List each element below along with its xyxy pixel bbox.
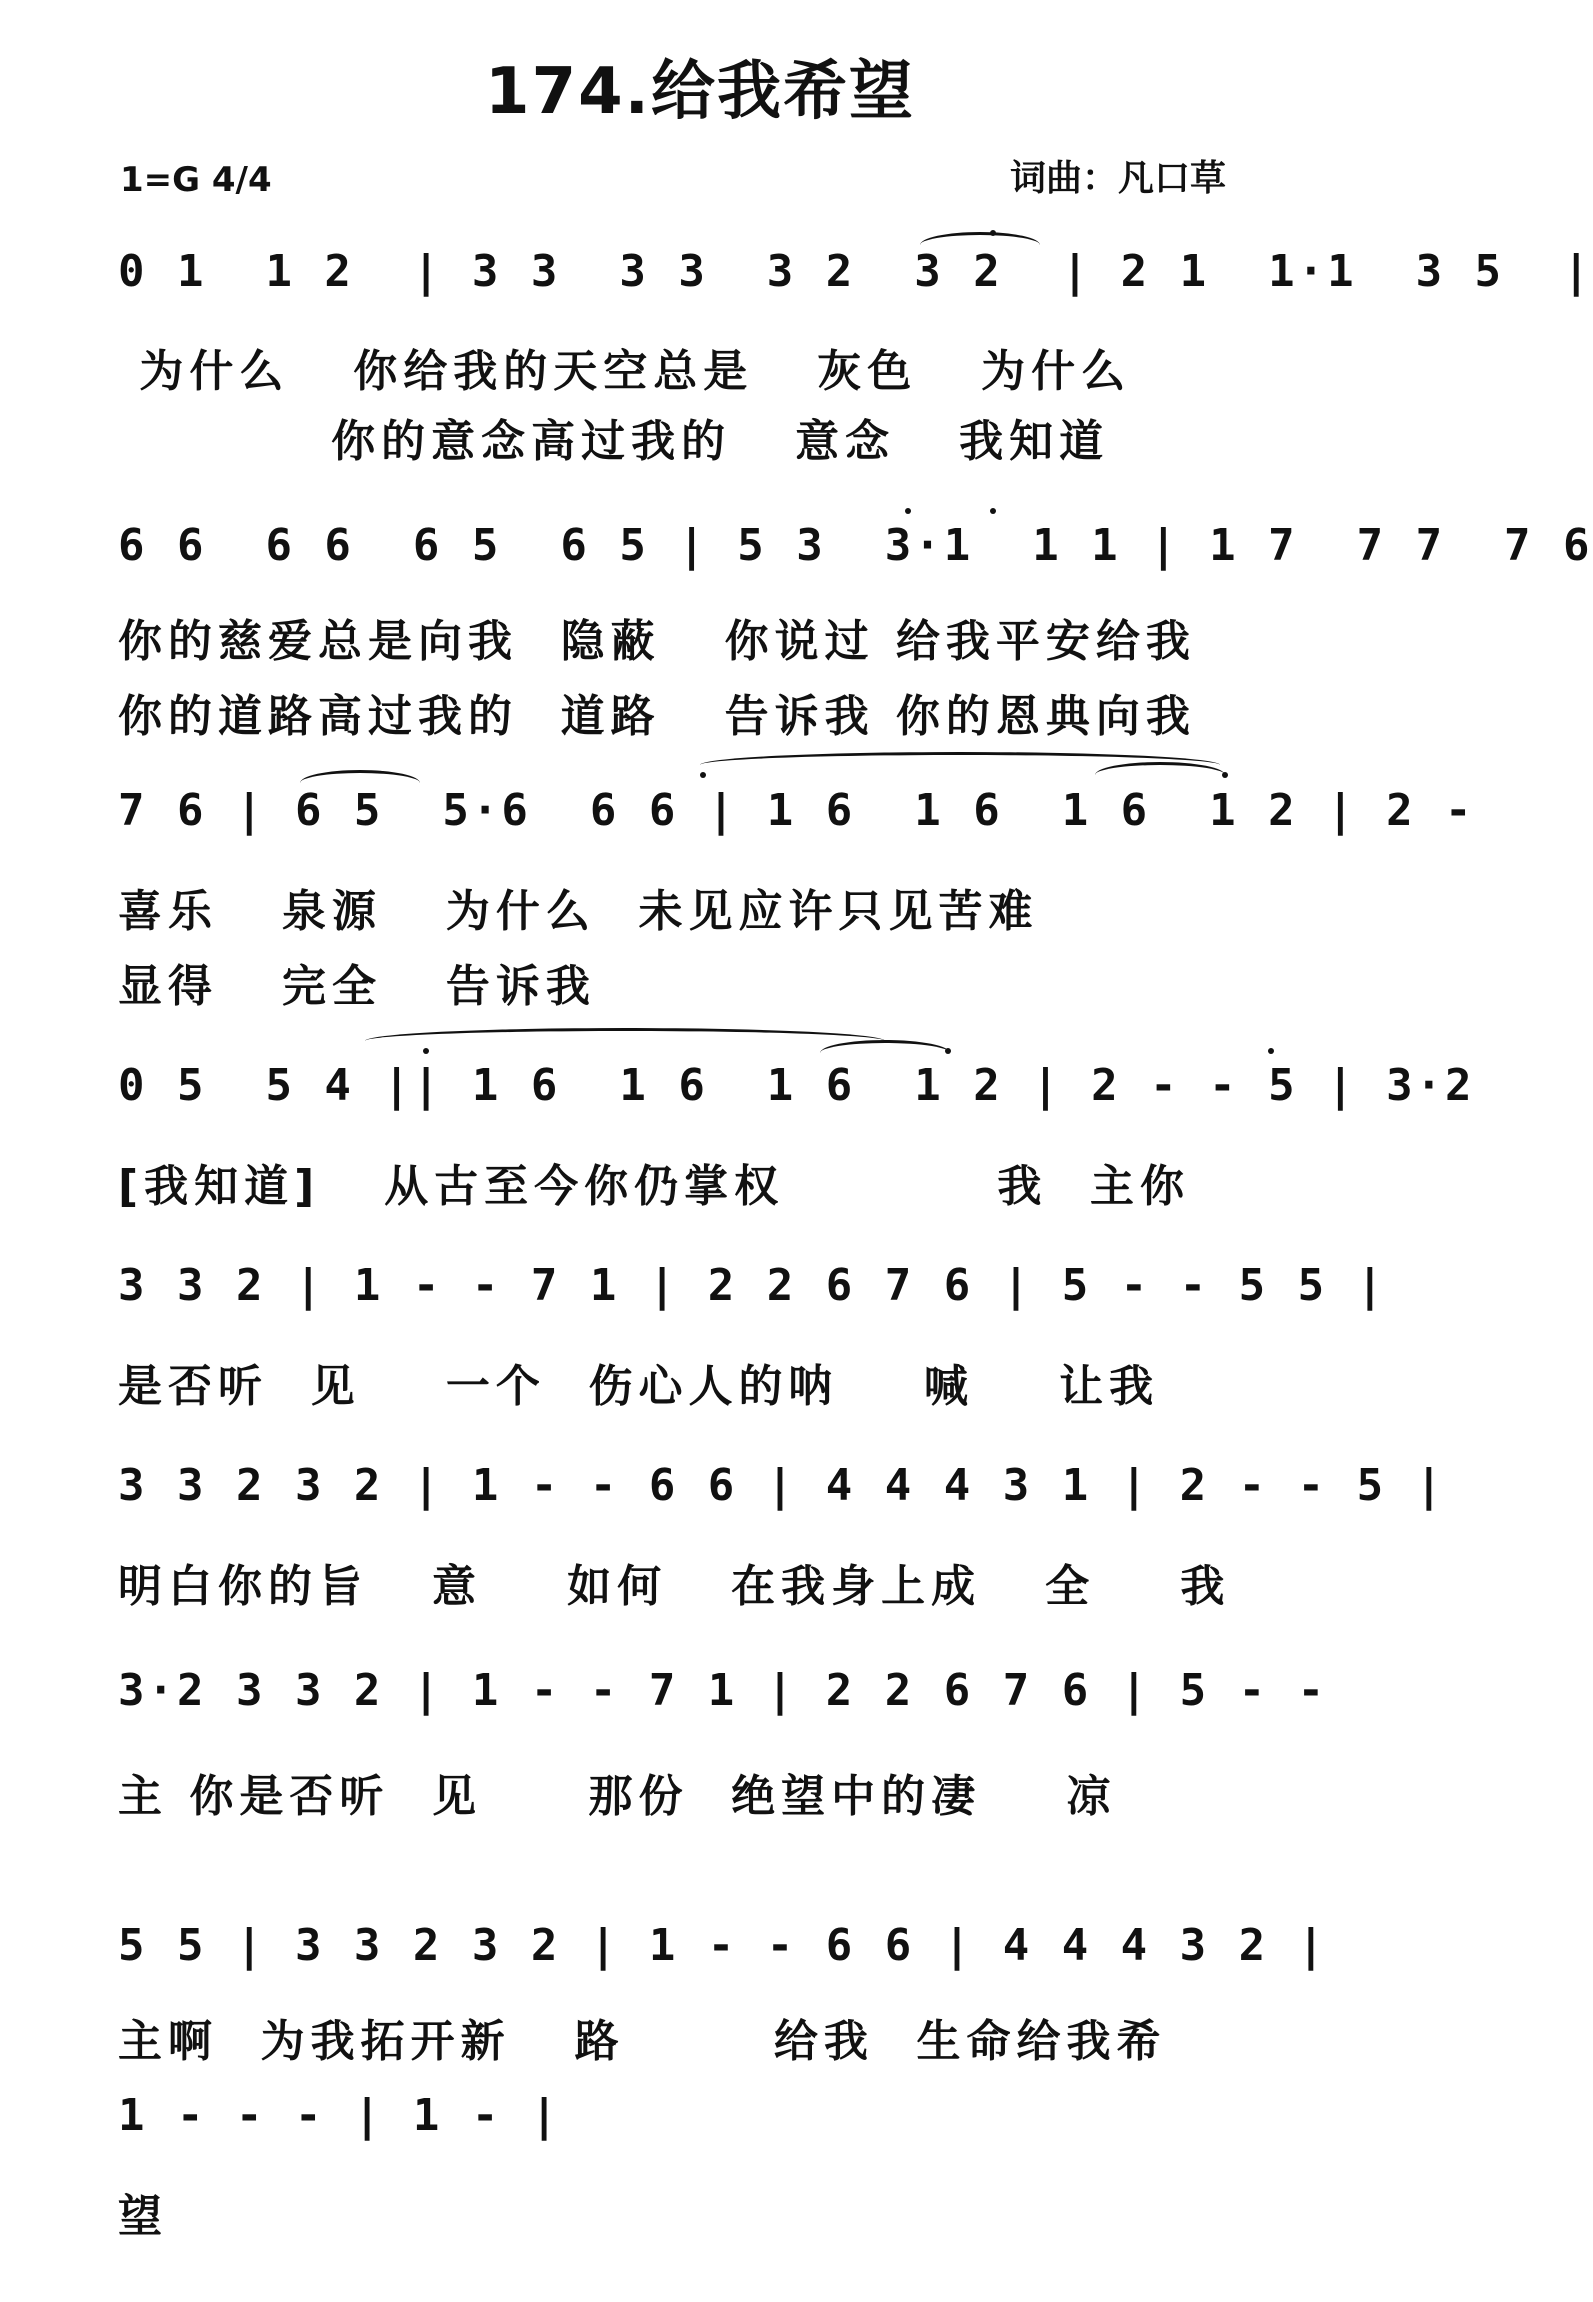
slur-mark [820, 1040, 950, 1053]
lyric-line-9: 望 [118, 2191, 168, 2242]
lyric-line-7: 主 你是否听 见 那份 绝望中的凄 凉 [118, 1771, 1117, 1822]
octave-dot [423, 1048, 429, 1054]
octave-dot [905, 508, 911, 514]
author-credit: 词曲：凡口草 [1010, 158, 1227, 199]
octave-dot [1222, 772, 1228, 778]
notation-line-6: 3 3 2 3 2 | 1 - - 6 6 | 4 4 4 3 1 | 2 - - 5 | [118, 1460, 1446, 1511]
lyric-line-1b: 你的意念高过我的 意念 我知道 [118, 416, 1110, 467]
notation-line-5: 3 3 2 | 1 - - 7 1 | 2 2 6 7 6 | 5 - - 5 5 | [118, 1260, 1387, 1311]
notation-line-2: 6 6 6 6 6 5 6 5 | 5 3 3·1 1 1 | 1 7 7 7 7 6 [118, 520, 1593, 571]
lyric-line-1a: 为什么 你给我的天空总是 灰色 为什么 [118, 346, 1132, 397]
lyric-line-2b: 你的道路高过我的 道路 告诉我 你的恩典向我 [118, 691, 1196, 742]
notation-line-9: 1 - - - | 1 - | [118, 2090, 561, 2141]
lyric-line-3b: 显得 完全 告诉我 [118, 961, 596, 1012]
notation-line-7: 3·2 3 3 2 | 1 - - 7 1 | 2 2 6 7 6 | 5 - - [118, 1665, 1328, 1716]
octave-dot [700, 772, 706, 778]
octave-dot [990, 230, 996, 236]
slur-mark [300, 770, 420, 783]
notation-line-4: 0 5 5 4 || 1 6 1 6 1 6 1 2 | 2 - - 5 | 3·2 [118, 1060, 1475, 1111]
notation-line-8: 5 5 | 3 3 2 3 2 | 1 - - 6 6 | 4 4 4 3 2 | [118, 1920, 1328, 1971]
notation-line-1: 0 1 1 2 | 3 3 3 3 3 2 3 2 | 2 1 1·1 3 5 | [118, 246, 1593, 297]
lyric-line-8: 主啊 为我拓开新 路 给我 生命给我希 [118, 2016, 1167, 2067]
song-title: 174.给我希望 [485, 55, 915, 129]
lyric-line-6: 明白你的旨 意 如何 在我身上成 全 我 [118, 1561, 1231, 1612]
lyric-line-3a: 喜乐 泉源 为什么 未见应许只见苦难 [118, 886, 1039, 937]
slur-mark [365, 1028, 885, 1041]
notation-line-3: 7 6 | 6 5 5·6 6 6 | 1 6 1 6 1 6 1 2 | 2 - [118, 785, 1475, 836]
lyric-line-4: [我知道] 从古至今你仍掌权 我 主你 [118, 1161, 1190, 1212]
lyric-line-2a: 你的慈爱总是向我 隐蔽 你说过 给我平安给我 [118, 616, 1196, 667]
octave-dot [945, 1048, 951, 1054]
octave-dot [990, 508, 996, 514]
lyric-line-5: 是否听 见 一个 伤心人的呐 喊 让我 [118, 1361, 1160, 1412]
key-signature: 1=G 4/4 [120, 160, 272, 200]
slur-mark [920, 232, 1040, 245]
octave-dot [1268, 1048, 1274, 1054]
